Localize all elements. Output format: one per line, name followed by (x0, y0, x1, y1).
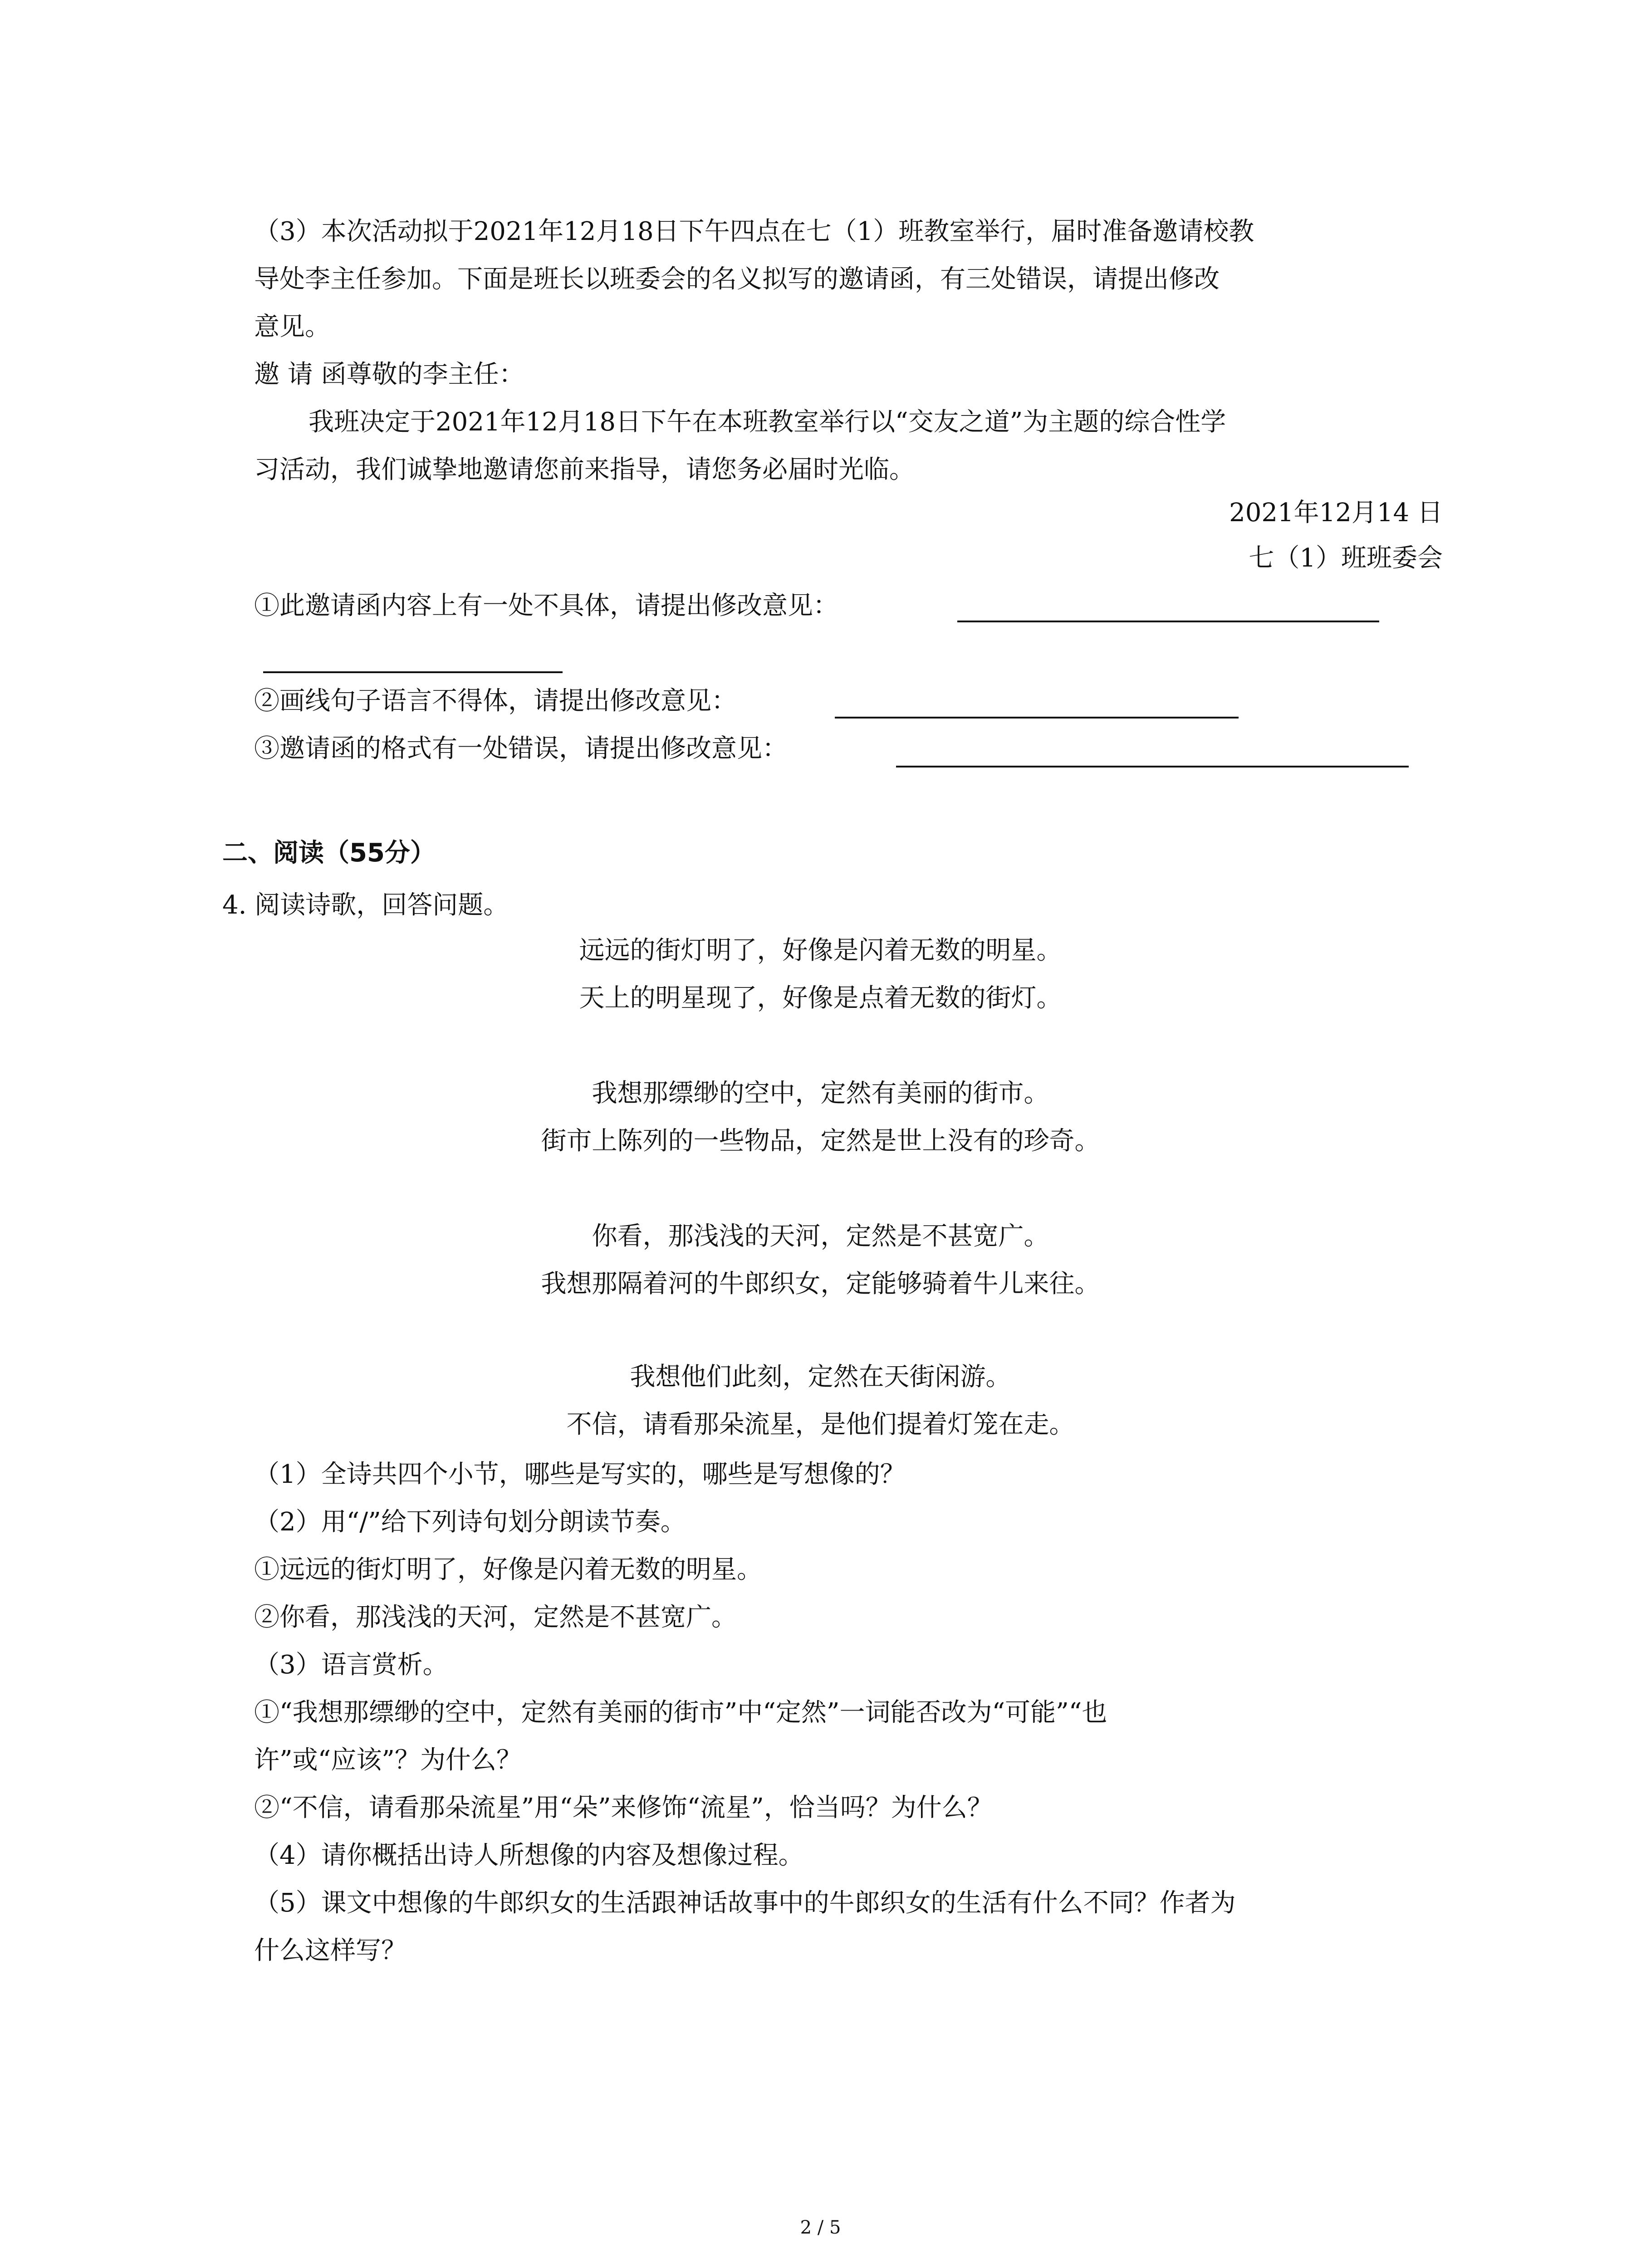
answer-blank-3[interactable] (896, 766, 1409, 767)
q4-sub-5-line-2: 什么这样写？ (254, 1936, 407, 1965)
q4-sub-2a: ①远远的街灯明了，好像是闪着无数的明星。 (254, 1555, 762, 1584)
poem-line-3: 我想那缥缈的空中，定然有美丽的街市。 (592, 1079, 1049, 1108)
poem-line-7: 我想他们此刻，定然在天街闲游。 (630, 1362, 1011, 1392)
poem-line-1: 远远的街灯明了，好像是闪着无数的明星。 (579, 936, 1062, 965)
q4-sub-3b: ②“不信，请看那朵流星”用“朵”来修饰“流星”，恰当吗？为什么？ (254, 1793, 993, 1823)
answer-blank-1b[interactable] (263, 671, 563, 673)
letter-body-line-1: 我班决定于2021年12月18日下午在本班教室举行以“交友之道”为主题的综合性学 (309, 407, 1226, 437)
q4-sub-4: （4）请你概括出诗人所想像的内容及想像过程。 (254, 1841, 804, 1870)
q4-intro: 4. 阅读诗歌，回答问题。 (222, 890, 509, 920)
q4-sub-2b: ②你看，那浅浅的天河，定然是不甚宽广。 (254, 1603, 737, 1632)
letter-date: 2021年12月14 日 (1229, 498, 1443, 528)
q4-sub-3: （3）语言赏析。 (254, 1650, 448, 1680)
poem-line-8: 不信，请看那朵流星，是他们提着灯笼在走。 (566, 1410, 1075, 1439)
q3-item-3: ③邀请函的格式有一处错误，请提出修改意见： (254, 734, 788, 763)
q3-intro-line-1: （3）本次活动拟于2021年12月18日下午四点在七（1）班教室举行，届时准备邀请校教 (254, 217, 1254, 246)
q4-sub-1: （1）全诗共四个小节，哪些是写实的，哪些是写想像的？ (254, 1460, 906, 1489)
q4-sub-3a-line-1: ①“我想那缥缈的空中，定然有美丽的街市”中“定然”一词能否改为“可能”“也 (254, 1698, 1107, 1727)
answer-blank-1a[interactable] (957, 621, 1379, 622)
letter-body-line-2: 习活动，我们诚挚地邀请您前来指导，请您务必届时光临。 (254, 455, 915, 484)
poem-line-2: 天上的明星现了，好像是点着无数的街灯。 (579, 983, 1062, 1013)
poem-line-4: 街市上陈列的一些物品，定然是世上没有的珍奇。 (541, 1126, 1100, 1156)
letter-signature: 七（1）班班委会 (1249, 543, 1443, 573)
poem-line-6: 我想那隔着河的牛郎织女，定能够骑着牛儿来往。 (541, 1269, 1100, 1299)
page-number: 2 / 5 (800, 2217, 841, 2238)
q4-sub-5-line-1: （5）课文中想像的牛郎织女的生活跟神话故事中的牛郎织女的生活有什么不同？作者为 (254, 1888, 1236, 1918)
q3-item-1: ①此邀请函内容上有一处不具体，请提出修改意见： (254, 591, 838, 621)
letter-heading: 邀 请 函尊敬的李主任： (254, 360, 524, 389)
q3-item-2: ②画线句子语言不得体，请提出修改意见： (254, 686, 737, 716)
answer-blank-2[interactable] (835, 717, 1239, 719)
q3-intro-line-3: 意见。 (254, 312, 330, 342)
q4-sub-3a-line-2: 许”或“应该”？为什么？ (254, 1745, 522, 1775)
q3-intro-line-2: 导处李主任参加。下面是班长以班委会的名义拟写的邀请函，有三处错误，请提出修改 (254, 264, 1220, 294)
section-heading: 二、阅读（55分） (222, 838, 436, 868)
poem-line-5: 你看，那浅浅的天河，定然是不甚宽广。 (592, 1222, 1049, 1251)
q4-sub-2: （2）用“/”给下列诗句划分朗读节奏。 (254, 1507, 686, 1537)
